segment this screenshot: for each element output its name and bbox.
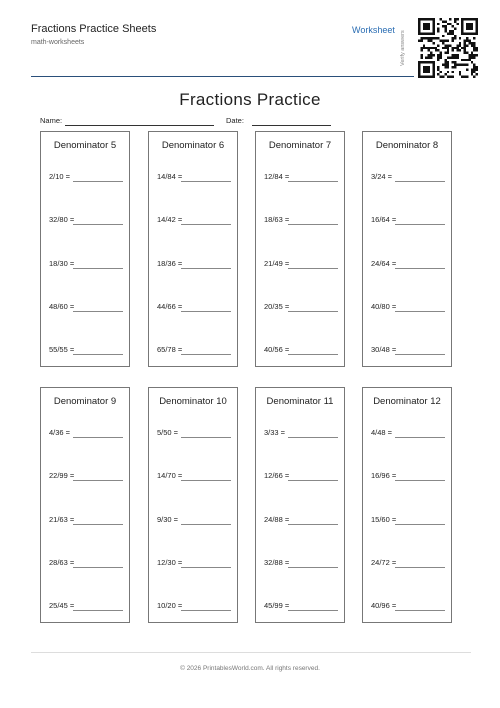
answer-blank[interactable] xyxy=(395,354,445,355)
answer-blank[interactable] xyxy=(73,610,123,611)
answer-blank[interactable] xyxy=(73,354,123,355)
problem-text: 30/48 = xyxy=(371,345,397,354)
problem-text: 44/66 = xyxy=(157,302,183,311)
problem-text: 65/78 = xyxy=(157,345,183,354)
problem-text: 9/30 = xyxy=(157,515,179,524)
answer-blank[interactable] xyxy=(181,181,231,182)
problem-text: 32/80 = xyxy=(49,215,75,224)
problem-text: 10/20 = xyxy=(157,601,183,610)
card-title: Denominator 11 xyxy=(266,396,334,407)
answer-blank[interactable] xyxy=(395,567,445,568)
site-title: Fractions Practice Sheets xyxy=(31,23,157,35)
answer-blank[interactable] xyxy=(73,181,123,182)
problem-text: 20/35 = xyxy=(264,302,290,311)
answer-blank[interactable] xyxy=(395,181,445,182)
problem-text: 16/96 = xyxy=(371,471,397,480)
problem-text: 40/96 = xyxy=(371,601,397,610)
problem-text: 40/56 = xyxy=(264,345,290,354)
answer-blank[interactable] xyxy=(73,224,123,225)
problem-text: 55/55 = xyxy=(49,345,75,354)
answer-blank[interactable] xyxy=(181,311,231,312)
problem-text: 24/64 = xyxy=(371,259,397,268)
problem-text: 14/70 = xyxy=(157,471,183,480)
problem-text: 21/49 = xyxy=(264,259,290,268)
answer-blank[interactable] xyxy=(73,524,123,525)
qr-code-icon xyxy=(418,18,478,78)
problem-card xyxy=(40,131,130,367)
answer-blank[interactable] xyxy=(395,224,445,225)
problem-card xyxy=(255,387,345,623)
answer-blank[interactable] xyxy=(288,354,338,355)
answer-blank[interactable] xyxy=(288,480,338,481)
problem-text: 22/99 = xyxy=(49,471,75,480)
problem-card xyxy=(362,387,452,623)
problem-text: 16/64 = xyxy=(371,215,397,224)
problem-text: 14/42 = xyxy=(157,215,183,224)
worksheet-label[interactable]: Worksheet xyxy=(352,25,395,35)
problem-text: 32/88 = xyxy=(264,558,290,567)
answer-blank[interactable] xyxy=(288,268,338,269)
problem-text: 14/84 = xyxy=(157,172,183,181)
card-title: Denominator 9 xyxy=(53,396,117,407)
verify-answers-label: Verify answers xyxy=(400,30,406,66)
problem-text: 12/66 = xyxy=(264,471,290,480)
header-divider xyxy=(31,76,414,77)
answer-blank[interactable] xyxy=(288,567,338,568)
problem-text: 25/45 = xyxy=(49,601,75,610)
answer-blank[interactable] xyxy=(73,311,123,312)
problem-card xyxy=(148,387,238,623)
card-title: Denominator 7 xyxy=(268,140,332,151)
problem-card xyxy=(40,387,130,623)
problem-card xyxy=(255,131,345,367)
problem-text: 24/88 = xyxy=(264,515,290,524)
answer-blank[interactable] xyxy=(181,354,231,355)
date-line xyxy=(252,125,331,126)
problem-text: 2/10 = xyxy=(49,172,71,181)
problem-text: 18/36 = xyxy=(157,259,183,268)
problem-text: 45/99 = xyxy=(264,601,290,610)
answer-blank[interactable] xyxy=(395,268,445,269)
answer-blank[interactable] xyxy=(73,268,123,269)
problem-text: 48/60 = xyxy=(49,302,75,311)
answer-blank[interactable] xyxy=(395,480,445,481)
card-title: Denominator 6 xyxy=(161,140,225,151)
answer-blank[interactable] xyxy=(73,567,123,568)
card-title: Denominator 12 xyxy=(373,396,441,407)
answer-blank[interactable] xyxy=(288,181,338,182)
answer-blank[interactable] xyxy=(288,224,338,225)
answer-blank[interactable] xyxy=(395,437,445,438)
card-title: Denominator 8 xyxy=(375,140,439,151)
footer-divider xyxy=(31,652,471,653)
problem-text: 18/63 = xyxy=(264,215,290,224)
answer-blank[interactable] xyxy=(181,268,231,269)
answer-blank[interactable] xyxy=(181,480,231,481)
problem-text: 28/63 = xyxy=(49,558,75,567)
problem-card xyxy=(362,131,452,367)
problem-text: 5/50 = xyxy=(157,428,179,437)
name-line xyxy=(65,125,214,126)
page-title: Fractions Practice xyxy=(179,90,321,109)
answer-blank[interactable] xyxy=(181,610,231,611)
site-subtitle: math-worksheets xyxy=(31,39,85,46)
problem-card xyxy=(148,131,238,367)
problem-text: 4/48 = xyxy=(371,428,393,437)
answer-blank[interactable] xyxy=(288,311,338,312)
problem-text: 12/84 = xyxy=(264,172,290,181)
problem-text: 40/80 = xyxy=(371,302,397,311)
answer-blank[interactable] xyxy=(181,524,231,525)
answer-blank[interactable] xyxy=(288,437,338,438)
answer-blank[interactable] xyxy=(181,224,231,225)
problem-text: 21/63 = xyxy=(49,515,75,524)
date-label: Date: xyxy=(226,116,244,125)
name-field[interactable] xyxy=(40,116,215,125)
problem-text: 15/60 = xyxy=(371,515,397,524)
problem-text: 4/36 = xyxy=(49,428,71,437)
answer-blank[interactable] xyxy=(395,610,445,611)
answer-blank[interactable] xyxy=(73,437,123,438)
date-field[interactable] xyxy=(226,116,332,125)
footer-copyright: © 2026 PrintablesWorld.com. All rights reserved. xyxy=(180,665,320,672)
answer-blank[interactable] xyxy=(288,610,338,611)
answer-blank[interactable] xyxy=(73,480,123,481)
answer-blank[interactable] xyxy=(288,524,338,525)
problem-text: 18/30 = xyxy=(49,259,75,268)
problem-text: 3/33 = xyxy=(264,428,286,437)
answer-blank[interactable] xyxy=(395,524,445,525)
problem-text: 12/30 = xyxy=(157,558,183,567)
card-title: Denominator 10 xyxy=(159,396,227,407)
problem-text: 24/72 = xyxy=(371,558,397,567)
name-label: Name: xyxy=(40,116,63,125)
answer-blank[interactable] xyxy=(395,311,445,312)
answer-blank[interactable] xyxy=(181,567,231,568)
answer-blank[interactable] xyxy=(181,437,231,438)
card-title: Denominator 5 xyxy=(53,140,117,151)
problem-text: 3/24 = xyxy=(371,172,393,181)
